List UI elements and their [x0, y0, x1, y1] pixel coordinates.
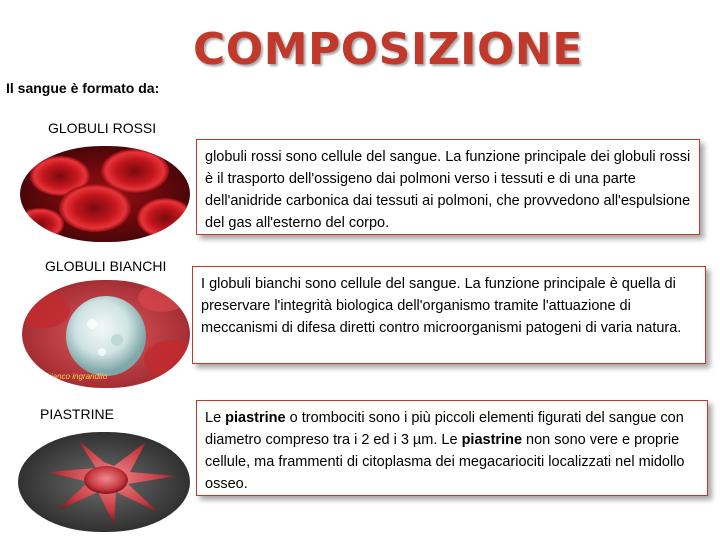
- text-box-globuli-rossi: [196, 139, 700, 235]
- label-globuli-rossi: GLOBULI ROSSI: [48, 120, 157, 136]
- term-piastrine-2: piastrine: [461, 432, 523, 448]
- label-globuli-bianchi: GLOBULI BIANCHI: [45, 258, 167, 274]
- term-globuli-bianchi: globuli bianchi: [209, 276, 301, 292]
- page-title: COMPOSIZIONE: [193, 24, 583, 75]
- description-globuli-bianchi: sono cellule del sangue. La funzione principale è quella di preservare l'integrità biologica dell'organismo tramite l'attuazione di meccanismi di difesa diretti contro microorganismi patogeni di varia natura.: [201, 276, 682, 336]
- text-part-1: Le: [205, 410, 226, 426]
- text-box-piastrine: [196, 400, 708, 496]
- intro-text: Il sangue è formato da:: [6, 80, 160, 96]
- text-part-2: o trombociti sono i più piccoli elementi figurati del sangue con diametro compreso tra i 2 ed i 3 µm. Le: [205, 410, 684, 448]
- term-piastrine: piastrine: [225, 410, 286, 426]
- term-globuli-rossi: globuli rossi: [205, 149, 282, 165]
- text-part-3: non sono vere e proprie cellule, ma frammenti di citoplasma dei megacariociti localizzati nel midollo osseo.: [205, 432, 685, 492]
- white-blood-cell-image: [22, 280, 190, 388]
- text-box-globuli-bianchi: [192, 266, 706, 364]
- label-piastrine: PIASTRINE: [40, 406, 114, 422]
- description-globuli-rossi: sono cellule del sangue. La funzione principale dei globuli rossi è il trasporto dell'ossigeno dai polmoni verso i tessuti e di una parte dell'anidride carbonica dai tessuti ai polmoni, che provvedono all'espulsione del gas all'esterno del corpo.: [205, 149, 691, 231]
- intro-globuli-bianchi: I: [201, 276, 210, 292]
- platelet-image: [18, 432, 190, 532]
- image-caption: lo bianco ingrandito: [38, 372, 108, 381]
- red-blood-cells-image: [20, 146, 190, 242]
